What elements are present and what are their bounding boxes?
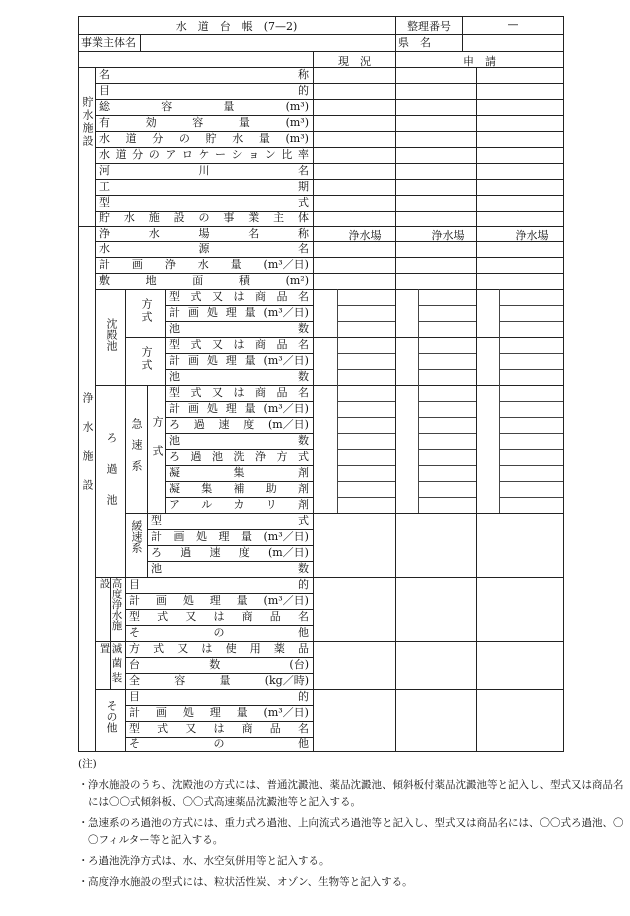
prefecture-label: 県 名 [398,36,431,49]
storage-row [99,67,309,83]
label-char: 型 [99,196,110,209]
note-text: ろ過池洗浄方式は、水、水空気併用等と記入する。 [88,855,330,867]
label-char: 画 [187,306,199,319]
prefecture-field[interactable] [464,36,562,50]
label-char: 施 [148,211,160,224]
label-unit: (m³／日) [263,706,309,719]
label-char: 助 [265,482,277,495]
filtration-label: ろ過池 [105,432,118,525]
label-char: 水 [99,148,110,161]
label-char: 計 [169,354,180,367]
storage-row [99,163,309,179]
label-char: 目 [99,84,110,97]
label-unit: (m³) [285,100,309,113]
label-char: そ [129,737,140,750]
label-char: 場 [198,227,210,240]
label-char: 画 [155,706,167,719]
rapid-filtration-label: 急速系 [130,418,143,481]
reference-number-value[interactable]: — [507,18,519,31]
label-char: 型 [169,386,180,399]
label-char: 過 [180,546,192,559]
label-unit: (m³／日) [263,306,309,319]
label-char: 量 [244,402,256,415]
label-char: 品 [297,642,309,655]
label-char: 式 [190,338,202,351]
note-text: 急速系のろ過池の方式には、重力式ろ過池、上向流式ろ過池等と記入し、型式又は商品名には、〇〇式ろ過池、〇〇フィルター等と記入する。 [88,817,624,846]
label-char: 名 [297,610,309,623]
label-char: 式 [298,450,309,463]
advanced-treatment-text: 高度浄水施設 [98,578,123,631]
sedimentation-label: 沈殿池 [105,318,118,351]
label-char: 名 [297,722,309,735]
label-char: ケ [198,148,210,161]
label-char: 型 [151,514,162,527]
other-row [129,689,309,705]
advanced-row [129,609,309,625]
label-char: 理 [225,354,237,367]
label-char: 又 [212,338,223,351]
label-char: 的 [298,84,309,97]
label-unit: (m³／日) [263,594,309,607]
rapid-row [169,497,309,513]
label-char: ー [215,148,227,161]
label-char: 浄 [164,258,176,271]
label-char: ロ [181,148,193,161]
label-char: 計 [151,530,162,543]
label-char: 池 [169,434,180,447]
label-char: 画 [187,402,199,415]
label-char: 浄 [255,450,266,463]
entity-name-label: 事業主体名 [81,36,136,49]
purification-row [99,257,309,273]
label-char: 水 [197,258,209,271]
sedimentation-row [169,305,309,321]
label-char: 型 [129,722,140,735]
label-char: 道 [115,148,127,161]
label-char: 設 [173,211,185,224]
label-char: 比 [281,148,293,161]
label-unit: (m／日) [267,418,309,431]
note-item: ・急速系のろ過池の方式には、重力式ろ過池、上向流式ろ過池等と記入し、型式又は商品名には、〇〇式ろ過池、〇〇フィルター等と記入する。 [78,817,624,846]
purification-row [99,273,309,289]
storage-row [99,179,309,195]
disinfection-text: 滅菌装置 [98,643,123,687]
slow-row [151,545,309,561]
label-char: は [233,338,245,351]
rapid-row [169,449,309,465]
label-char: 方 [276,450,288,463]
label-char: 品 [269,610,281,623]
label-char: 処 [196,530,207,543]
label-char: シ [231,148,243,161]
label-char: ョ [248,148,260,161]
label-unit: (m³／日) [263,530,309,543]
storage-row [99,99,309,115]
label-char: は [201,642,213,655]
slow-row [151,513,309,529]
label-char: の [198,211,210,224]
storage-row [99,83,309,99]
label-char: 水 [148,227,160,240]
label-unit: (m／日) [267,546,309,559]
label-char: 理 [218,530,230,543]
label-char: 処 [182,594,194,607]
label-char: の [213,626,225,639]
label-char: 量 [236,594,248,607]
label-char: 名 [298,386,309,399]
label-char: 用 [249,642,261,655]
rapid-row [169,465,309,481]
other-row [129,736,309,752]
label-char: 池 [169,370,180,383]
label-char: 型 [169,290,180,303]
label-char: 又 [212,290,223,303]
label-char: 商 [241,610,253,623]
label-unit: (m³) [285,116,309,129]
disinfection-row [129,641,309,657]
label-char: 理 [209,706,221,719]
label-char: 式 [298,514,309,527]
label-char: 名 [298,242,309,255]
sedimentation-row [169,353,309,369]
label-char: 剤 [298,482,309,495]
label-char: の [178,132,190,145]
label-char: 計 [129,594,140,607]
label-char: 画 [131,258,143,271]
label-char: 過 [190,450,202,463]
label-char: 商 [255,338,266,351]
label-char: は [233,386,245,399]
label-char: の [148,148,160,161]
label-char: は [213,610,225,623]
slow-row [151,561,309,577]
label-char: 品 [276,386,288,399]
label-char: 品 [269,722,281,735]
label-char: 処 [182,706,194,719]
label-unit: (m³／日) [263,258,309,271]
label-char: 容 [161,100,173,113]
label-char: 源 [198,242,210,255]
label-char: 集 [233,466,245,479]
label-char: 工 [99,180,110,193]
notes-heading: (注) [78,758,97,770]
label-char: 称 [298,68,309,81]
label-char: 的 [298,578,309,591]
advanced-row [129,625,309,641]
advanced-row [129,577,309,593]
label-char: 川 [198,164,210,177]
label-char: 浄 [99,227,110,240]
label-char: 的 [298,690,309,703]
label-char: は [213,722,225,735]
label-char: 数 [298,322,309,335]
label-char: 処 [206,306,218,319]
label-char: 品 [276,290,288,303]
reference-number-label: 整理番号 [407,20,451,33]
label-unit: (m³) [285,132,309,145]
label-char: 全 [129,674,140,687]
label-char: 式 [190,386,202,399]
label-char: は [233,290,245,303]
label-char: 商 [255,290,266,303]
note-item: ・浄水施設のうち、沈殿池の方式には、普通沈澱池、薬品沈澱池、傾斜板付薬品沈澱池等と記入し、型式又は商品名には〇〇式傾斜板、〇〇式高速薬品沈澱池等と記入する。 [78,779,624,808]
label-char: 数 [298,562,309,575]
storage-row [99,147,309,163]
label-char: 凝 [169,466,180,479]
label-unit: (m³／日) [263,402,309,415]
label-char: 数 [298,370,309,383]
label-char: 池 [212,450,223,463]
label-char: 画 [187,354,199,367]
label-char: 処 [206,402,218,415]
label-char: ろ [169,450,180,463]
label-char: 洗 [233,450,245,463]
label-char: 目 [129,690,140,703]
label-char: 又 [212,386,223,399]
label-char: 式 [157,722,169,735]
label-char: 他 [298,626,309,639]
column-application: 申 請 [463,55,496,68]
purification-row [99,241,309,257]
label-char: 敷 [99,274,110,287]
label-unit: (m³／日) [263,354,309,367]
slow-row [151,529,309,545]
label-char: 主 [273,211,285,224]
rapid-row [169,401,309,417]
slow-filtration-label: 緩速系 [130,520,143,553]
label-char: 称 [298,227,309,240]
label-char: 目 [129,578,140,591]
label-char: ン [264,148,276,161]
label-char: 量 [223,100,235,113]
label-char: 貯 [99,211,110,224]
label-char: 数 [298,434,309,447]
label-char: ア [165,148,177,161]
label-char: 過 [193,418,205,431]
disinfection-row [129,673,309,689]
label-char: 度 [243,418,255,431]
label-char: 量 [230,258,242,271]
sedimentation-row [169,289,309,305]
label-char: 効 [145,116,157,129]
storage-row [99,195,309,211]
purification-row [99,226,309,242]
storage-section-label: 貯水施設 [81,96,94,148]
label-char: 容 [192,116,204,129]
disinfection-row [129,657,309,673]
rapid-row [169,433,309,449]
label-char: 処 [206,354,218,367]
label-char: 台 [129,658,140,671]
label-char: 河 [99,164,110,177]
label-char: 型 [169,338,180,351]
label-char: 剤 [298,466,309,479]
label-char: 画 [173,530,185,543]
label-char: 式 [153,642,165,655]
label-char: 量 [244,354,256,367]
sedimentation-method-2: 方式 [140,346,153,372]
label-char: 期 [298,180,309,193]
plant-column-1: 浄水場 [348,229,382,242]
column-current-status: 現 況 [338,55,371,68]
ledger-title: 水 道 台 帳 (7—2) [175,20,298,33]
other-row [129,705,309,721]
storage-row [99,115,309,131]
label-char: 又 [185,610,197,623]
entity-name-field[interactable] [142,36,393,50]
note-text: 浄水施設のうち、沈殿池の方式には、普通沈澱池、薬品沈澱池、傾斜板付薬品沈澱池等と記入し、型式又は商品名には〇〇式傾斜板、〇〇式高速薬品沈澱池等と記入する。 [88,779,624,808]
label-char: 計 [169,402,180,415]
label-char: 率 [297,148,309,161]
label-char: 水 [123,211,135,224]
advanced-row [129,593,309,609]
label-char: 商 [255,386,266,399]
label-char: 度 [238,546,250,559]
rapid-row [169,385,309,401]
label-unit: (m²) [285,274,309,287]
label-char: 計 [99,258,110,271]
sedimentation-row [169,337,309,353]
label-char: 画 [155,594,167,607]
purification-section-label: 浄水施設 [81,392,94,508]
label-char: カ [233,498,245,511]
sedimentation-row [169,369,309,385]
label-char: 速 [209,546,221,559]
plant-column-2: 浄水場 [431,229,465,242]
label-char: 品 [276,338,288,351]
label-char: 量 [244,306,256,319]
label-char: 型 [129,610,140,623]
label-unit: (kg／時) [264,674,309,687]
label-char: 計 [129,706,140,719]
other-facilities-label: その他 [105,700,118,733]
storage-row [99,210,309,226]
label-char: 使 [225,642,237,655]
note-item: ・ろ過池洗浄方式は、水、水空気併用等と記入する。 [78,855,330,867]
label-char: ル [201,498,213,511]
label-char: 剤 [298,498,309,511]
sedimentation-method-1: 方式 [140,298,153,324]
label-char: 集 [201,482,213,495]
label-char: 面 [192,274,204,287]
plant-column-3: 浄水場 [515,229,549,242]
rapid-method-label: 方式 [151,416,164,474]
rapid-row [169,417,309,433]
notes-section [78,756,626,891]
label-char: ア [169,498,180,511]
label-char: 凝 [169,482,180,495]
label-char: そ [129,626,140,639]
label-char: 式 [190,290,202,303]
label-char: 業 [248,211,260,224]
label-char: 水 [99,132,110,145]
label-char: 薬 [273,642,285,655]
label-char: 有 [99,116,110,129]
label-char: 名 [298,164,309,177]
label-char: 積 [238,274,250,287]
label-unit: (台) [289,658,309,671]
label-char: 容 [174,674,186,687]
label-char: 量 [241,530,252,543]
label-char: 道 [125,132,137,145]
label-char: 名 [298,338,309,351]
label-char: 名 [99,68,110,81]
label-char: の [213,737,225,750]
label-char: 分 [152,132,164,145]
label-char: 量 [236,706,248,719]
label-char: 商 [241,722,253,735]
label-char: 又 [185,722,197,735]
label-char: 理 [209,594,221,607]
label-char: 貯 [205,132,217,145]
label-char: 量 [258,132,270,145]
label-char: 事 [223,211,235,224]
label-char: 総 [99,100,110,113]
label-char: ろ [151,546,162,559]
sedimentation-row [169,321,309,337]
label-char: 方 [129,642,140,655]
label-char: リ [265,498,277,511]
label-char: 速 [218,418,230,431]
label-char: 体 [298,211,309,224]
label-char: 水 [99,242,110,255]
label-char: 理 [225,402,237,415]
label-char: 又 [177,642,189,655]
label-char: 分 [132,148,144,161]
label-char: 池 [151,562,162,575]
label-char: 数 [209,658,221,671]
label-char: 補 [233,482,245,495]
label-char: 式 [157,610,169,623]
storage-row [99,131,309,147]
label-char: 池 [169,322,180,335]
disinfection-label [96,642,125,688]
label-char: 量 [238,116,250,129]
label-char: 量 [219,674,231,687]
label-char: 地 [145,274,157,287]
label-char: 水 [232,132,244,145]
advanced-treatment-label [96,578,125,640]
label-char: 他 [298,737,309,750]
label-char: 理 [225,306,237,319]
label-char: 名 [298,290,309,303]
note-item: ・高度浄水施設の型式には、粒状活性炭、オゾン、生物等と記入する。 [78,876,413,888]
note-text: 高度浄水施設の型式には、粒状活性炭、オゾン、生物等と記入する。 [88,876,413,888]
label-char: 名 [248,227,260,240]
other-row [129,721,309,737]
label-char: 計 [169,306,180,319]
label-char: ろ [169,418,180,431]
rapid-row [169,481,309,497]
label-char: 式 [298,196,309,209]
